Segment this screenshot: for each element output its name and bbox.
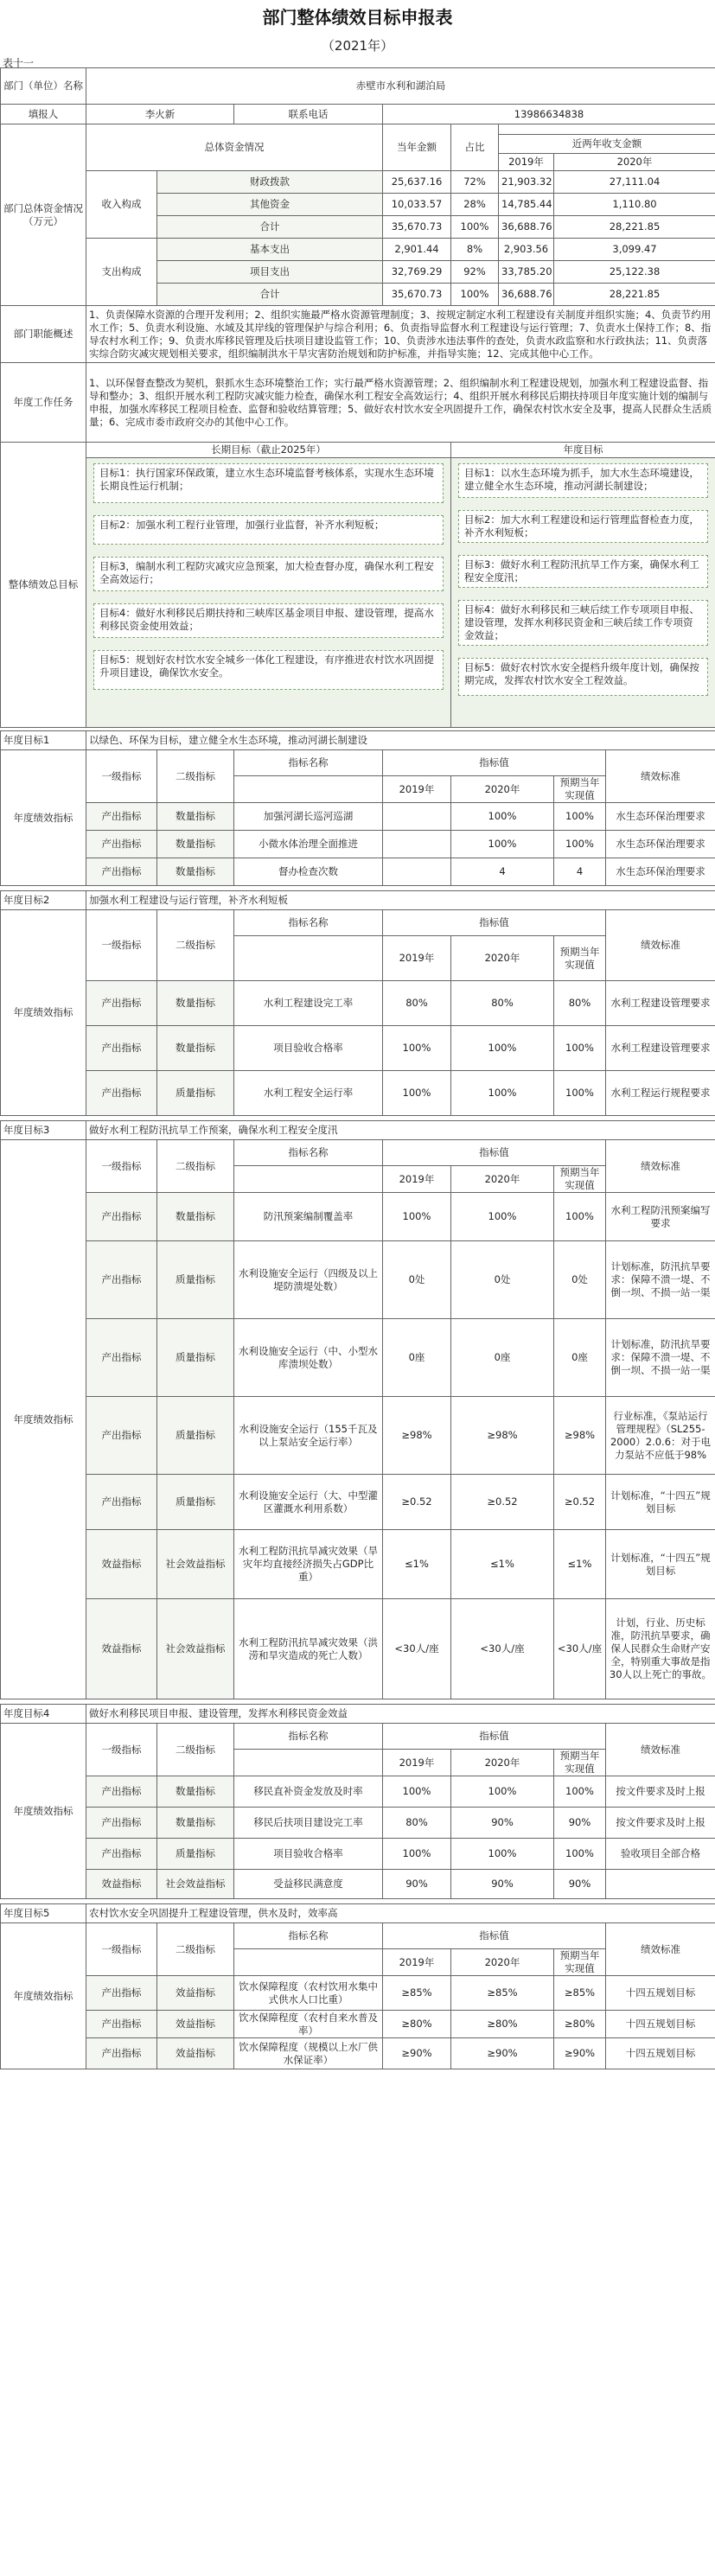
year-goals-cell — [451, 458, 715, 728]
row-level1: 产出指标 — [86, 1397, 157, 1475]
row-value-2020: 90% — [451, 1870, 554, 1899]
indicator-row — [1, 2038, 715, 2069]
goal-section-label: 年度目标4 — [1, 1705, 86, 1724]
row-indicator-name: 项目验收合格率 — [234, 1026, 383, 1071]
table-number: 表十一 — [3, 57, 35, 69]
perf-indicator-label: 年度绩效指标 — [1, 1140, 86, 1699]
row-value-2019: <30人/座 — [383, 1599, 451, 1699]
income-amount: 25,637.16 — [383, 171, 451, 194]
year-2020-header: 2020年 — [451, 776, 554, 803]
row-value-2019: 0座 — [383, 1319, 451, 1397]
row-standard: 计划，行业、历史标准，防汛抗旱要求，确保人民群众生命财产安全，特别重大事故是指30人以上死亡的事故。 — [606, 1599, 715, 1699]
indicator-row — [1, 1475, 715, 1530]
row-expected: 100% — [554, 1026, 606, 1071]
row-indicator-name: 督办检查次数 — [234, 858, 383, 886]
level2-header: 二级指标 — [157, 1140, 234, 1193]
income-2019: 14,785.44 — [499, 194, 554, 216]
expense-label: 支出构成 — [86, 239, 157, 306]
report-table — [0, 67, 715, 2069]
year-2019-header: 2019年 — [383, 1750, 451, 1776]
row-expected: 90% — [554, 1870, 606, 1899]
row-standard: 按文件要求及时上报 — [606, 1808, 715, 1839]
row-value-2020: ≥0.52 — [451, 1475, 554, 1530]
row-expected: 0座 — [554, 1319, 606, 1397]
indicator-subheader — [234, 1949, 383, 1976]
goal-section-text: 加强水利工程建设与运行管理，补齐水利短板 — [86, 891, 715, 910]
row-expected: ≥85% — [554, 1976, 606, 2011]
row-standard: 十四五规划目标 — [606, 1976, 715, 2011]
indicator-row — [1, 1976, 715, 2011]
income-2020: 27,111.04 — [554, 171, 715, 194]
expense-amount: 35,670.73 — [383, 284, 451, 306]
perf-indicator-label: 年度绩效指标 — [1, 1724, 86, 1899]
row-level1: 产出指标 — [86, 1241, 157, 1319]
duties-text: 1、负责保障水资源的合理开发利用；2、组织实施最严格水资源管理制度；3、按规定制定水利工程建设有关制度并组织实施；4、负责节约用水工作；5、负责水利设施、水域及其岸线的管理保护与综合利用；6、负责指导监督水利工程建设与运行管理；7、负责水土保持工作；8、指导农村水利工作；9、负责水库移民管理及后扶项目建设监管工作；10、负责涉水违法事件的查处，负责水政监察和水行政执法；11、负责落实综合防灾减灾规划相关要求，组织编制洪水干旱灾害防治规划和防护标准，并指导实施；12、完成其他中心工作。 — [86, 306, 715, 363]
expense-2019: 33,785.20 — [499, 261, 554, 284]
row-standard: 计划标准，防汛抗旱要求：保障不溃一堤、不倒一坝、不损一站一渠 — [606, 1241, 715, 1319]
row-level1: 产出指标 — [86, 858, 157, 886]
row-indicator-name: 水利工程建设完工率 — [234, 981, 383, 1026]
row-value-2019: 0处 — [383, 1241, 451, 1319]
row-value-2020: <30人/座 — [451, 1599, 554, 1699]
row-standard: 水生态环保治理要求 — [606, 803, 715, 831]
goal-section-text: 以绿色、环保为目标，建立健全水生态环境，推动河湖长制建设 — [86, 731, 715, 750]
indicator-subheader — [234, 1750, 383, 1776]
expense-amount: 2,901.44 — [383, 239, 451, 261]
row-value-2019: 80% — [383, 981, 451, 1026]
income-2020: 1,110.80 — [554, 194, 715, 216]
row-level2: 质量指标 — [157, 1475, 234, 1530]
row-level1: 效益指标 — [86, 1530, 157, 1599]
row-level1: 产出指标 — [86, 1026, 157, 1071]
funds-col-2020: 2020年 — [554, 154, 715, 171]
indicator-header: 指标名称 — [234, 1724, 383, 1750]
standard-header: 绩效标准 — [606, 1140, 715, 1193]
indicator-header: 指标名称 — [234, 1923, 383, 1949]
income-2019: 36,688.76 — [499, 216, 554, 239]
level2-header: 二级指标 — [157, 910, 234, 981]
dept-name: 赤壁市水利和湖泊局 — [86, 68, 715, 105]
indicator-header: 指标名称 — [234, 910, 383, 936]
row-value-2019: 100% — [383, 1071, 451, 1116]
year-2020-header: 2020年 — [451, 1750, 554, 1776]
row-level1: 产出指标 — [86, 1776, 157, 1808]
level1-header: 一级指标 — [86, 910, 157, 981]
row-standard: 水利工程建设管理要求 — [606, 981, 715, 1026]
report-table-body — [1, 68, 715, 2069]
row-level1: 产出指标 — [86, 1839, 157, 1870]
row-level2: 质量指标 — [157, 1397, 234, 1475]
expense-name: 基本支出 — [157, 239, 383, 261]
row-indicator-name: 水利设施安全运行（大、中型灌区灌溉水利用系数） — [234, 1475, 383, 1530]
level1-header: 一级指标 — [86, 1724, 157, 1776]
row-standard: 按文件要求及时上报 — [606, 1776, 715, 1808]
funds-col-amount: 当年金额 — [383, 124, 451, 171]
row-level1: 产出指标 — [86, 981, 157, 1026]
row-level2: 社会效益指标 — [157, 1870, 234, 1899]
row-value-2019: 80% — [383, 1808, 451, 1839]
row-indicator-name: 小微水体治理全面推进 — [234, 831, 383, 858]
row-level2: 效益指标 — [157, 2011, 234, 2038]
long-goal-item: 目标2：加强水利工程行业管理，加强行业监督，补齐水利短板； — [93, 515, 444, 545]
row-value-2019: ≥90% — [383, 2038, 451, 2069]
row-level2: 质量指标 — [157, 1071, 234, 1116]
duties-label: 部门职能概述 — [1, 306, 86, 363]
row-expected: ≥0.52 — [554, 1475, 606, 1530]
income-2020: 28,221.85 — [554, 216, 715, 239]
year-goal-item: 目标2：加大水利工程建设和运行管理监督检查力度，补齐水利短板； — [458, 510, 708, 543]
goal-section-text: 做好水利移民项目申报、建设管理，发挥水利移民资金效益 — [86, 1705, 715, 1724]
funds-col-ratio: 占比 — [451, 124, 499, 171]
filler-label: 填报人 — [1, 105, 86, 124]
indicator-row — [1, 981, 715, 1026]
indicator-row — [1, 1319, 715, 1397]
annual-task-text: 1、以环保督查整改为契机，狠抓水生态环境整治工作；实行最严格水资源管理；2、组织编制水利工程建设规划，加强水利工程建设监督、指导和整办；3、组织开展水利工程防灾减灾能力检查，确保水利工程安全高效运行；4、组织开展水利移民后期扶持项目年度实施计划的编制与申报，加强水库移民工程项目检查、监督和验收结算管理；5、做好农村饮水安全巩固提升工作，确保农村饮水安全及事，提高人民群众生活质量；6、完成市委市政府交办的其他中心工作。 — [86, 363, 715, 443]
indicator-row — [1, 1397, 715, 1475]
row-standard: 十四五规划目标 — [606, 2038, 715, 2069]
row-value-2020: 100% — [451, 1193, 554, 1241]
indicator-row — [1, 831, 715, 858]
standard-header: 绩效标准 — [606, 750, 715, 803]
row-expected: 0处 — [554, 1241, 606, 1319]
indicator-header: 指标名称 — [234, 1140, 383, 1166]
funds-col-total: 总体资金情况 — [86, 124, 383, 171]
row-indicator-name: 水利工程安全运行率 — [234, 1071, 383, 1116]
row-value-2020: ≥80% — [451, 2011, 554, 2038]
row-level2: 效益指标 — [157, 2038, 234, 2069]
row-value-2019 — [383, 858, 451, 886]
row-standard: 计划标准，防汛抗旱要求：保障不溃一堤、不倒一坝、不损一站一渠 — [606, 1319, 715, 1397]
row-standard: 水利工程防汛预案编写要求 — [606, 1193, 715, 1241]
year-2020-header: 2020年 — [451, 1949, 554, 1976]
row-value-2020: ≤1% — [451, 1530, 554, 1599]
perf-indicator-label: 年度绩效指标 — [1, 910, 86, 1116]
income-name: 其他资金 — [157, 194, 383, 216]
row-standard: 水利工程建设管理要求 — [606, 1026, 715, 1071]
row-value-2020: 100% — [451, 1776, 554, 1808]
indicator-row — [1, 1071, 715, 1116]
indicator-row — [1, 803, 715, 831]
row-level2: 质量指标 — [157, 1241, 234, 1319]
row-expected: 100% — [554, 1839, 606, 1870]
phone-number: 13986634838 — [383, 105, 715, 124]
year-goal-item: 目标5：做好农村饮水安全提档升级年度计划，确保按期完成，发挥农村饮水安全工程效益。 — [458, 658, 708, 696]
row-value-2019: 100% — [383, 1193, 451, 1241]
row-level2: 质量指标 — [157, 1319, 234, 1397]
goal-section-text: 做好水利工程防汛抗旱工作预案，确保水利工程安全度汛 — [86, 1121, 715, 1140]
row-value-2019: 100% — [383, 1839, 451, 1870]
income-ratio: 100% — [451, 216, 499, 239]
row-value-2019: 90% — [383, 1870, 451, 1899]
level2-header: 二级指标 — [157, 1724, 234, 1776]
row-standard: 水利工程运行规程要求 — [606, 1071, 715, 1116]
annual-task-label: 年度工作任务 — [1, 363, 86, 443]
row-value-2020: 80% — [451, 981, 554, 1026]
value-header: 指标值 — [383, 750, 606, 776]
row-indicator-name: 加强河湖长巡河巡湖 — [234, 803, 383, 831]
row-standard: 水生态环保治理要求 — [606, 831, 715, 858]
expense-2020: 25,122.38 — [554, 261, 715, 284]
row-level1: 产出指标 — [86, 1808, 157, 1839]
expense-2020: 28,221.85 — [554, 284, 715, 306]
expense-2019: 2,903.56 — [499, 239, 554, 261]
goal-section-label: 年度目标3 — [1, 1121, 86, 1140]
year-goal-item: 目标1：以水生态环境为抓手，加大水生态环境建设，建立健全水生态环境，推动河湖长制建设； — [458, 463, 708, 498]
row-indicator-name: 移民后扶项目建设完工率 — [234, 1808, 383, 1839]
long-goal-item: 目标5：规划好农村饮水安全城乡一体化工程建设，有序推进农村饮水巩固提升项目建设，确保饮水安全。 — [93, 650, 444, 690]
year-2019-header: 2019年 — [383, 1949, 451, 1976]
row-level2: 社会效益指标 — [157, 1599, 234, 1699]
level1-header: 一级指标 — [86, 1140, 157, 1193]
long-goals-cell — [86, 458, 451, 728]
row-value-2020: 100% — [451, 1839, 554, 1870]
indicator-header: 指标名称 — [234, 750, 383, 776]
year-2019-header: 2019年 — [383, 776, 451, 803]
indicator-subheader — [234, 1166, 383, 1193]
row-expected: 100% — [554, 1071, 606, 1116]
row-expected: 100% — [554, 1193, 606, 1241]
indicator-row — [1, 1026, 715, 1071]
value-header: 指标值 — [383, 1724, 606, 1750]
row-value-2020: ≥98% — [451, 1397, 554, 1475]
row-value-2019: ≥80% — [383, 2011, 451, 2038]
indicator-row — [1, 1839, 715, 1870]
row-indicator-name: 防汛预案编制覆盖率 — [234, 1193, 383, 1241]
income-name: 财政拨款 — [157, 171, 383, 194]
level1-header: 一级指标 — [86, 1923, 157, 1976]
indicator-row — [1, 1530, 715, 1599]
goal-section-label: 年度目标5 — [1, 1904, 86, 1923]
row-expected: 80% — [554, 981, 606, 1026]
row-value-2019: ≤1% — [383, 1530, 451, 1599]
expected-header: 预期当年实现值 — [554, 1750, 606, 1776]
row-expected: 100% — [554, 803, 606, 831]
row-level1: 产出指标 — [86, 1976, 157, 2011]
row-expected: <30人/座 — [554, 1599, 606, 1699]
row-level1: 产出指标 — [86, 2038, 157, 2069]
perf-indicator-label: 年度绩效指标 — [1, 1923, 86, 2069]
row-level1: 效益指标 — [86, 1870, 157, 1899]
row-level2: 社会效益指标 — [157, 1530, 234, 1599]
goal-section-text: 农村饮水安全巩固提升工程建设管理，供水及时，效率高 — [86, 1904, 715, 1923]
long-goal-item: 目标3，编制水利工程防灾减灾应急预案，加大检查督办度，确保水利工程安全高效运行； — [93, 557, 444, 591]
income-amount: 10,033.57 — [383, 194, 451, 216]
year-goal-header: 年度目标 — [451, 443, 715, 458]
row-value-2020: 90% — [451, 1808, 554, 1839]
row-expected: ≥80% — [554, 2011, 606, 2038]
row-indicator-name: 移民直补资金发放及时率 — [234, 1776, 383, 1808]
expected-header: 预期当年实现值 — [554, 936, 606, 981]
standard-header: 绩效标准 — [606, 910, 715, 981]
row-standard: 水生态环保治理要求 — [606, 858, 715, 886]
row-indicator-name: 水利设施安全运行（中、小型水库溃坝处数） — [234, 1319, 383, 1397]
funds-col-recent: 近两年收支金额 — [499, 135, 715, 154]
phone-label: 联系电话 — [234, 105, 383, 124]
row-indicator-name: 受益移民满意度 — [234, 1870, 383, 1899]
indicator-row — [1, 1808, 715, 1839]
value-header: 指标值 — [383, 910, 606, 936]
row-indicator-name: 水利设施安全运行（四级及以上堤防溃堤处数） — [234, 1241, 383, 1319]
indicator-subheader — [234, 936, 383, 981]
year-goal-item: 目标3：做好水利工程防汛抗旱工作方案，确保水利工程安全度汛； — [458, 555, 708, 588]
row-value-2019: 100% — [383, 1026, 451, 1071]
row-level2: 数量指标 — [157, 831, 234, 858]
indicator-row — [1, 1870, 715, 1899]
row-value-2019: ≥0.52 — [383, 1475, 451, 1530]
row-level2: 数量指标 — [157, 981, 234, 1026]
year-2019-header: 2019年 — [383, 1166, 451, 1193]
indicator-row — [1, 2011, 715, 2038]
year-2019-header: 2019年 — [383, 936, 451, 981]
level1-header: 一级指标 — [86, 750, 157, 803]
expense-ratio: 92% — [451, 261, 499, 284]
income-label: 收入构成 — [86, 171, 157, 239]
row-value-2019 — [383, 803, 451, 831]
value-header: 指标值 — [383, 1140, 606, 1166]
indicator-row — [1, 1776, 715, 1808]
value-header: 指标值 — [383, 1923, 606, 1949]
row-standard: 计划标准，“十四五”规划目标 — [606, 1475, 715, 1530]
row-expected: 100% — [554, 1776, 606, 1808]
row-level2: 质量指标 — [157, 1839, 234, 1870]
row-value-2020: 100% — [451, 1026, 554, 1071]
row-value-2020: ≥85% — [451, 1976, 554, 2011]
row-level2: 数量指标 — [157, 1808, 234, 1839]
income-2019: 21,903.32 — [499, 171, 554, 194]
long-goal-list — [86, 458, 450, 695]
row-indicator-name: 饮水保障程度（规模以上水厂供水保证率） — [234, 2038, 383, 2069]
indicator-row — [1, 1599, 715, 1699]
expense-name: 合计 — [157, 284, 383, 306]
funds-col-2019: 2019年 — [499, 154, 554, 171]
income-ratio: 28% — [451, 194, 499, 216]
row-indicator-name: 饮水保障程度（农村自来水普及率） — [234, 2011, 383, 2038]
goal-section-label: 年度目标2 — [1, 891, 86, 910]
perf-indicator-label: 年度绩效指标 — [1, 750, 86, 886]
long-goal-header: 长期目标（截止2025年） — [86, 443, 451, 458]
year-2020-header: 2020年 — [451, 1166, 554, 1193]
row-value-2020: 0座 — [451, 1319, 554, 1397]
row-value-2019: ≥85% — [383, 1976, 451, 2011]
row-standard: 十四五规划目标 — [606, 2011, 715, 2038]
row-level1: 产出指标 — [86, 1475, 157, 1530]
income-ratio: 72% — [451, 171, 499, 194]
row-indicator-name: 饮水保障程度（农村饮用水集中式供水人口比重） — [234, 1976, 383, 2011]
overall-goal-label: 整体绩效总目标 — [1, 443, 86, 728]
expected-header: 预期当年实现值 — [554, 1949, 606, 1976]
row-level1: 产出指标 — [86, 1071, 157, 1116]
year-goal-item: 目标4：做好水利移民和三峡后续工作专项项目申报、建设管理，发挥水利移民资金和三峡后续工作专项资金效益； — [458, 600, 708, 646]
row-value-2020: 100% — [451, 1071, 554, 1116]
row-level2: 数量指标 — [157, 1193, 234, 1241]
row-level1: 效益指标 — [86, 1599, 157, 1699]
row-indicator-name: 项目验收合格率 — [234, 1839, 383, 1870]
dept-label: 部门（单位）名称 — [1, 68, 86, 105]
indicator-row — [1, 1241, 715, 1319]
indicator-row — [1, 858, 715, 886]
expense-ratio: 8% — [451, 239, 499, 261]
row-level1: 产出指标 — [86, 803, 157, 831]
row-standard: 行业标准，《泵站运行管理规程》（SL255-2000）2.0.6：对于电力泵站不应低于98% — [606, 1397, 715, 1475]
row-standard — [606, 1870, 715, 1899]
row-standard: 验收项目全部合格 — [606, 1839, 715, 1870]
standard-header: 绩效标准 — [606, 1923, 715, 1976]
income-amount: 35,670.73 — [383, 216, 451, 239]
long-goal-item: 目标4：做好水利移民后期扶持和三峡库区基金项目申报、建设管理，提高水利移民资金使用效益； — [93, 603, 444, 638]
row-indicator-name: 水利工程防汛抗旱减灾效果（旱灾年均直接经济损失占GDP比重） — [234, 1530, 383, 1599]
goal-section-label: 年度目标1 — [1, 731, 86, 750]
expense-2020: 3,099.47 — [554, 239, 715, 261]
filler-name: 李火新 — [86, 105, 234, 124]
row-expected: ≥90% — [554, 2038, 606, 2069]
row-expected: ≥98% — [554, 1397, 606, 1475]
expense-amount: 32,769.29 — [383, 261, 451, 284]
indicator-subheader — [234, 776, 383, 803]
row-level2: 数量指标 — [157, 858, 234, 886]
expense-2019: 36,688.76 — [499, 284, 554, 306]
row-expected: 90% — [554, 1808, 606, 1839]
row-value-2020: 100% — [451, 831, 554, 858]
indicator-row — [1, 1193, 715, 1241]
page-title: 部门整体绩效目标申报表 — [262, 7, 453, 28]
row-value-2019: 100% — [383, 1776, 451, 1808]
row-level2: 数量指标 — [157, 1776, 234, 1808]
row-standard: 计划标准，“十四五”规划目标 — [606, 1530, 715, 1599]
level2-header: 二级指标 — [157, 750, 234, 803]
row-level2: 数量指标 — [157, 1026, 234, 1071]
standard-header: 绩效标准 — [606, 1724, 715, 1776]
expense-name: 项目支出 — [157, 261, 383, 284]
row-value-2019: ≥98% — [383, 1397, 451, 1475]
row-value-2020: 4 — [451, 858, 554, 886]
funds-section-label: 部门总体资金情况（万元） — [1, 124, 86, 306]
income-name: 合计 — [157, 216, 383, 239]
row-level1: 产出指标 — [86, 1319, 157, 1397]
row-value-2020: ≥90% — [451, 2038, 554, 2069]
row-level1: 产出指标 — [86, 1193, 157, 1241]
row-value-2020: 0处 — [451, 1241, 554, 1319]
row-expected: 100% — [554, 831, 606, 858]
row-expected: ≤1% — [554, 1530, 606, 1599]
row-indicator-name: 水利设施安全运行（155千瓦及以上泵站安全运行率） — [234, 1397, 383, 1475]
expected-header: 预期当年实现值 — [554, 776, 606, 803]
row-level1: 产出指标 — [86, 2011, 157, 2038]
row-value-2020: 100% — [451, 803, 554, 831]
expense-ratio: 100% — [451, 284, 499, 306]
row-level2: 数量指标 — [157, 803, 234, 831]
row-expected: 4 — [554, 858, 606, 886]
year-2020-header: 2020年 — [451, 936, 554, 981]
report-year: （2021年） — [321, 38, 394, 54]
row-level2: 效益指标 — [157, 1976, 234, 2011]
long-goal-item: 目标1：执行国家环保政策，建立水生态环境监督考核体系，实现水生态环境长期良性运行机制； — [93, 463, 444, 503]
row-level1: 产出指标 — [86, 831, 157, 858]
row-indicator-name: 水利工程防汛抗旱减灾效果（洪涝和旱灾造成的死亡人数） — [234, 1599, 383, 1699]
year-goal-list — [451, 458, 715, 701]
row-value-2019 — [383, 831, 451, 858]
level2-header: 二级指标 — [157, 1923, 234, 1976]
expected-header: 预期当年实现值 — [554, 1166, 606, 1193]
